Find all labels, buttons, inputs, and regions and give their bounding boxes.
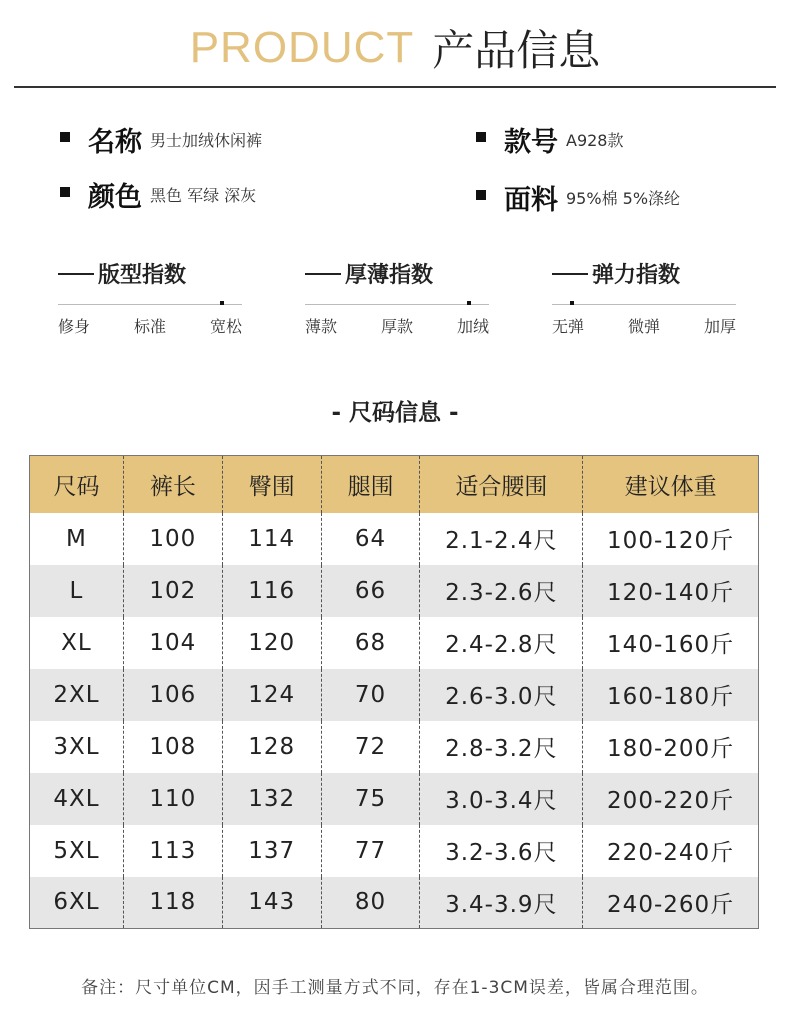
table-cell: 200-220斤 xyxy=(583,773,759,825)
table-cell: 2XL xyxy=(30,669,124,721)
table-cell: 120 xyxy=(222,617,321,669)
index-label: 加绒 xyxy=(456,317,489,336)
table-cell: 2.4-2.8尺 xyxy=(420,617,583,669)
index-title: 弹力指数 xyxy=(552,258,736,289)
table-cell: 2.3-2.6尺 xyxy=(420,565,583,617)
index-title: 厚薄指数 xyxy=(305,258,489,289)
index-marker xyxy=(570,301,574,305)
header-cell: 臀围 xyxy=(222,456,321,513)
table-row xyxy=(30,565,759,617)
index-fit xyxy=(58,258,242,336)
table-row xyxy=(30,513,759,565)
bullet-square-icon xyxy=(60,187,70,197)
index-bar xyxy=(58,304,242,305)
title-chinese: 产品信息 xyxy=(432,26,601,75)
info-value: 男士加绒休闲裤 xyxy=(150,131,263,150)
table-cell: 3XL xyxy=(53,733,100,760)
table-cell: 4XL xyxy=(30,773,124,825)
table-cell: 6XL xyxy=(30,877,124,929)
info-key: 名称 xyxy=(88,127,142,158)
header-cell: 尺码 xyxy=(30,456,124,513)
dash-icon xyxy=(305,273,341,275)
table-cell: 220-240斤 xyxy=(583,825,759,877)
index-elasticity xyxy=(552,258,736,336)
table-cell: 104 xyxy=(123,617,222,669)
table-cell: 72 xyxy=(321,721,420,773)
header-cell: 腿围 xyxy=(321,456,420,513)
info-fabric xyxy=(476,178,680,217)
table-row xyxy=(30,669,759,721)
table-row xyxy=(30,825,759,877)
table-cell: 2.1-2.4尺 xyxy=(420,513,583,565)
index-labels xyxy=(552,314,736,337)
table-cell: 110 xyxy=(123,773,222,825)
index-labels xyxy=(305,314,489,337)
index-labels xyxy=(58,314,242,337)
table-cell: 77 xyxy=(321,825,420,877)
header-cell: 建议体重 xyxy=(583,456,759,513)
table-cell: 124 xyxy=(222,669,321,721)
table-row xyxy=(30,877,759,929)
table-cell: 64 xyxy=(321,513,420,565)
table-cell: 80 xyxy=(321,877,420,929)
table-cell: 3.0-3.4尺 xyxy=(420,773,583,825)
table-cell: 100-120斤 xyxy=(583,513,759,565)
table-cell: 5XL xyxy=(53,837,100,864)
table-cell: 2.6-3.0尺 xyxy=(420,669,583,721)
page-header xyxy=(0,18,790,78)
index-label: 无弹 xyxy=(552,317,585,336)
table-cell: 180-200斤 xyxy=(583,721,759,773)
index-thickness xyxy=(305,258,489,336)
title-english: PRODUCT xyxy=(189,23,415,72)
table-row xyxy=(30,721,759,773)
header-cell: 裤长 xyxy=(123,456,222,513)
index-label: 薄款 xyxy=(305,317,338,336)
table-cell: 2.8-3.2尺 xyxy=(420,721,583,773)
index-label: 宽松 xyxy=(209,317,242,336)
dash-icon xyxy=(58,273,94,275)
info-key: 款号 xyxy=(504,127,558,158)
bullet-square-icon xyxy=(476,190,486,200)
info-key: 面料 xyxy=(504,185,558,216)
table-cell: 100 xyxy=(123,513,222,565)
info-value: 黑色 军绿 深灰 xyxy=(150,186,257,205)
index-label: 微弹 xyxy=(627,317,660,336)
dash-icon xyxy=(552,273,588,275)
table-cell: 118 xyxy=(123,877,222,929)
index-bar xyxy=(305,304,489,305)
info-value: A928款 xyxy=(566,131,624,150)
table-cell: 120-140斤 xyxy=(583,565,759,617)
size-table xyxy=(29,455,759,929)
table-cell: 66 xyxy=(321,565,420,617)
table-cell: 140-160斤 xyxy=(583,617,759,669)
table-cell: 128 xyxy=(222,721,321,773)
bullet-square-icon xyxy=(476,132,486,142)
footnote: 备注：尺寸单位CM，因手工测量方式不同，存在1-3CM误差，皆属合理范围。 xyxy=(81,978,709,998)
header-divider xyxy=(14,86,776,88)
info-name xyxy=(60,120,262,159)
table-cell: 70 xyxy=(321,669,420,721)
table-cell: 114 xyxy=(222,513,321,565)
table-row xyxy=(30,617,759,669)
index-marker xyxy=(220,301,224,305)
table-cell: 75 xyxy=(321,773,420,825)
table-cell: 113 xyxy=(123,825,222,877)
table-cell: 108 xyxy=(123,721,222,773)
info-style-no xyxy=(476,120,624,159)
index-title: 版型指数 xyxy=(58,258,242,289)
table-cell: 3.2-3.6尺 xyxy=(420,825,583,877)
table-cell: 137 xyxy=(222,825,321,877)
table-cell: M xyxy=(66,525,87,552)
table-cell: 160-180斤 xyxy=(583,669,759,721)
table-cell: 143 xyxy=(222,877,321,929)
info-value: 95%棉 5%涤纶 xyxy=(566,189,681,208)
table-cell: 132 xyxy=(222,773,321,825)
info-key: 颜色 xyxy=(88,182,142,213)
table-cell: 102 xyxy=(123,565,222,617)
header-cell: 适合腰围 xyxy=(420,456,583,513)
index-marker xyxy=(467,301,471,305)
table-cell: 3.4-3.9尺 xyxy=(420,877,583,929)
index-label: 修身 xyxy=(58,317,91,336)
bullet-square-icon xyxy=(60,132,70,142)
table-cell: L xyxy=(30,565,124,617)
table-row xyxy=(30,773,759,825)
table-cell: 116 xyxy=(222,565,321,617)
index-label: 厚款 xyxy=(380,317,413,336)
table-cell: 240-260斤 xyxy=(583,877,759,929)
size-section-title: - 尺码信息 - xyxy=(331,400,459,426)
table-cell: XL xyxy=(61,629,92,656)
size-table-header xyxy=(30,456,759,513)
index-label: 加厚 xyxy=(703,317,736,336)
info-color xyxy=(60,175,256,214)
index-bar xyxy=(552,304,736,305)
table-cell: 106 xyxy=(123,669,222,721)
table-cell: 68 xyxy=(321,617,420,669)
index-label: 标准 xyxy=(133,317,166,336)
